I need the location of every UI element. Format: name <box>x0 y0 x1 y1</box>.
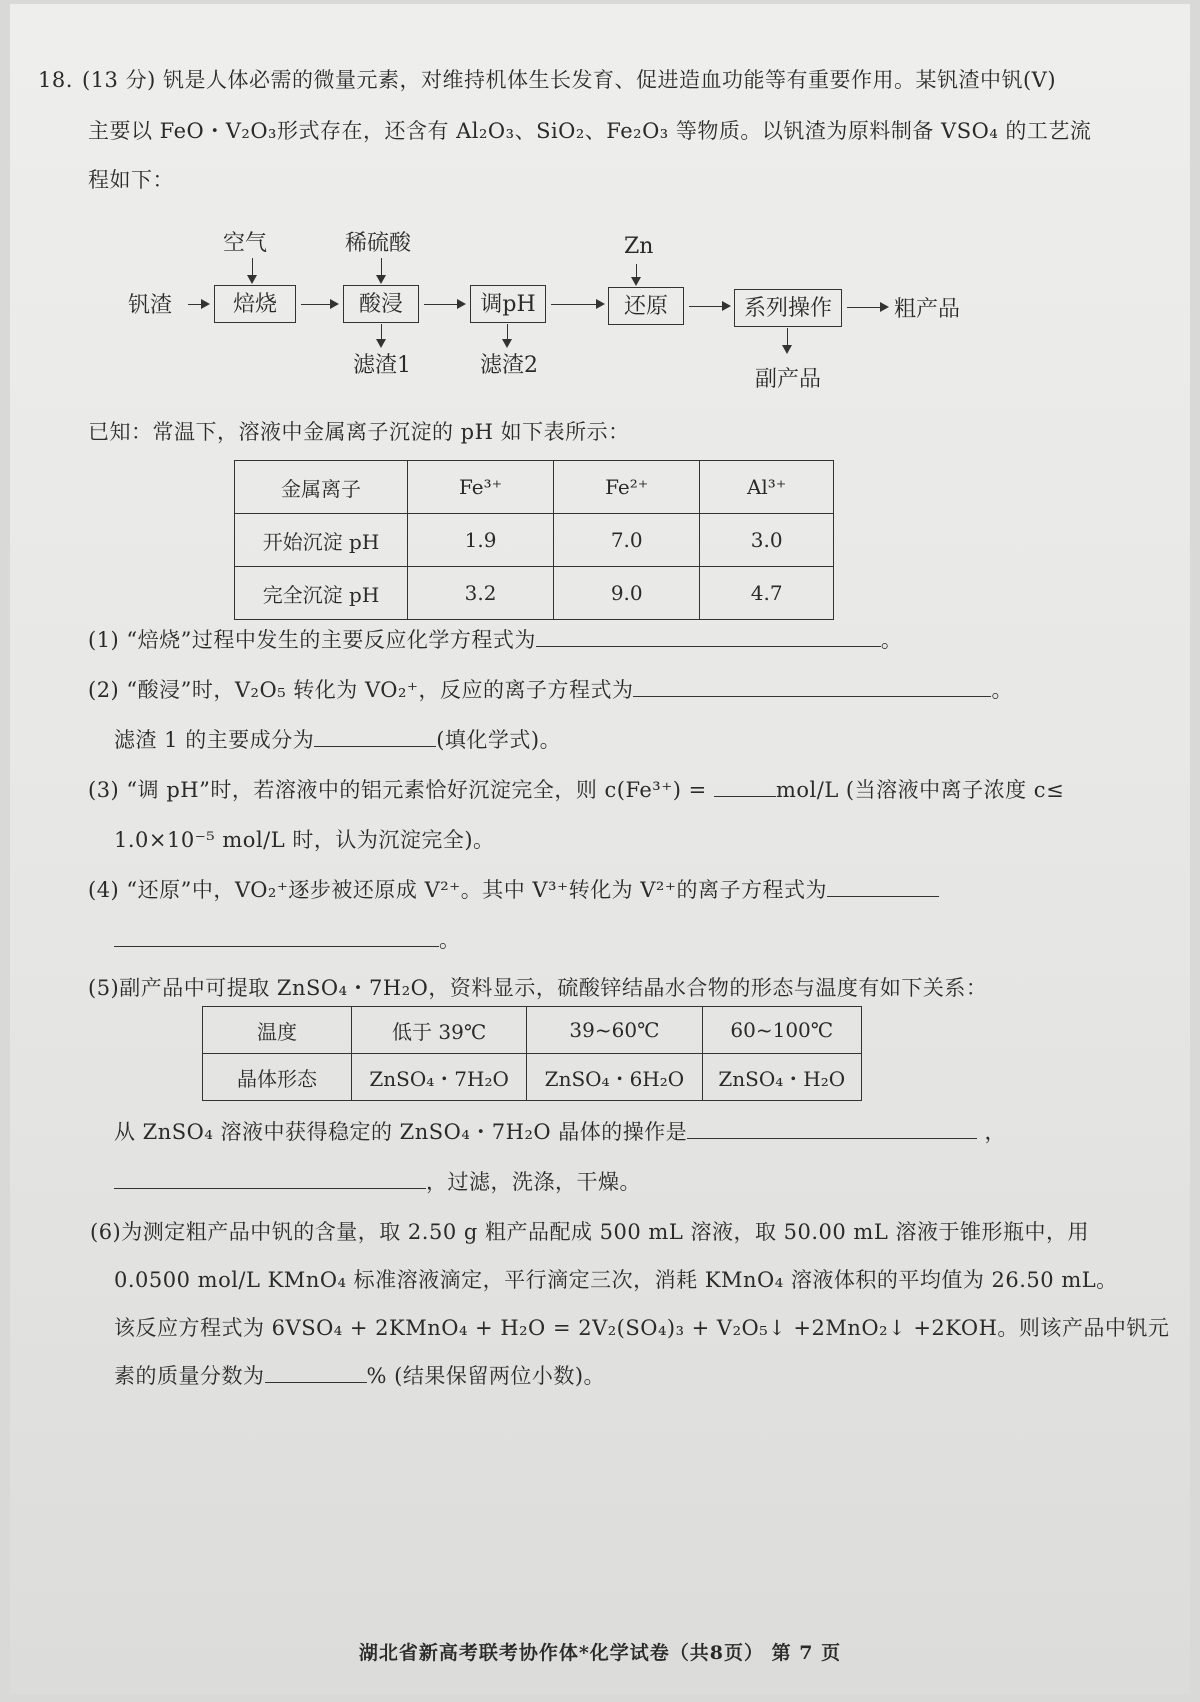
table-cell: ZnSO₄・H₂O <box>702 1054 861 1101</box>
table-cell: 完全沉淀 pH <box>235 567 408 620</box>
table-cell: 金属离子 <box>235 461 408 514</box>
table-cell: 温度 <box>203 1007 352 1054</box>
intro-line-1: (13 分) 钒是人体必需的微量元素，对维持机体生长发育、促进造血功能等有重要作用。某钒渣中钒(V) <box>82 68 1057 92</box>
question-6-line-3: 该反应方程式为 6VSO₄ + 2KMnO₄ + H₂O = 2V₂(SO₄)₃ + V₂O₅↓ +2MnO₂↓ +2KOH。则该产品中钒元 <box>114 1316 1170 1340</box>
table-cell: ZnSO₄・6H₂O <box>527 1054 702 1101</box>
table-header-row <box>203 1007 862 1054</box>
question-6-line-1: (6)为测定粗产品中钒的含量，取 2.50 g 粗产品配成 500 mL 溶液，取 50.00 mL 溶液于锥形瓶中，用 <box>90 1220 1089 1244</box>
flow-arrow <box>689 306 729 307</box>
flow-step-acid-leach: 酸浸 <box>343 285 419 323</box>
flow-step-series-ops: 系列操作 <box>734 289 842 327</box>
flow-start: 钒渣 <box>128 293 173 318</box>
answer-blank-5a[interactable] <box>687 1118 977 1139</box>
flow-arrow <box>252 258 253 282</box>
answer-blank-4a[interactable] <box>827 876 939 897</box>
table-cell: Fe³⁺ <box>408 461 554 514</box>
table-header-row <box>235 461 834 514</box>
table-cell: 3.2 <box>408 567 554 620</box>
flow-arrow <box>188 304 208 305</box>
flow-output-residue-1: 滤渣1 <box>353 353 411 378</box>
question-6-text: 素的质量分数为 <box>114 1364 265 1388</box>
table-cell: 9.0 <box>554 567 700 620</box>
question-3 <box>88 776 1064 804</box>
table-cell: ZnSO₄・7H₂O <box>352 1054 527 1101</box>
question-1: (1) “焙烧”过程中发生的主要反应化学方程式为 。 <box>88 628 903 652</box>
question-3-tail: mol/L (当溶液中离子浓度 c≤ <box>775 778 1065 802</box>
table-cell: 60~100℃ <box>702 1007 861 1054</box>
table-cell: 开始沉淀 pH <box>235 514 408 567</box>
question-6-line-4 <box>114 1362 605 1390</box>
flow-arrow <box>636 264 637 284</box>
flow-end: 粗产品 <box>894 297 961 322</box>
table-row <box>203 1054 862 1101</box>
table-cell: 晶体形态 <box>203 1054 352 1101</box>
precipitation-ph-table <box>234 460 834 620</box>
table-cell: 39~60℃ <box>527 1007 702 1054</box>
question-5c <box>114 1168 641 1196</box>
question-4 <box>88 876 939 904</box>
answer-blank-1[interactable] <box>536 626 881 647</box>
answer-blank-4b[interactable] <box>114 926 439 947</box>
flow-output-byproduct: 副产品 <box>755 367 822 392</box>
flow-arrow <box>381 258 382 282</box>
table-cell: Al³⁺ <box>700 461 834 514</box>
intro-line-2: 主要以 FeO・V₂O₃形式存在，还含有 Al₂O₃、SiO₂、Fe₂O₃ 等物质。以钒渣为原料制备 VSO₄ 的工艺流 <box>88 119 1092 143</box>
flow-input-zn: Zn <box>624 234 654 259</box>
question-6-tail: % (结果保留两位小数)。 <box>366 1364 606 1388</box>
table-row <box>235 567 834 620</box>
question-5b-text: 从 ZnSO₄ 溶液中获得稳定的 ZnSO₄・7H₂O 晶体的操作是 <box>114 1120 688 1144</box>
flow-step-reduce: 还原 <box>608 287 684 325</box>
flow-arrow <box>787 328 788 352</box>
answer-blank-2a[interactable] <box>633 676 991 697</box>
question-2b-text: 滤渣 1 的主要成分为 <box>114 728 315 752</box>
question-2-text: (2) “酸浸”时，V₂O₅ 转化为 VO₂⁺，反应的离子方程式为 <box>88 678 634 702</box>
intro-line-3: 程如下： <box>88 168 174 192</box>
question-3-line-2: 1.0×10⁻⁵ mol/L 时，认为沉淀完全)。 <box>114 828 495 852</box>
table-row <box>235 514 834 567</box>
answer-blank-2b[interactable] <box>314 726 436 747</box>
question-2b-tail: (填化学式)。 <box>436 728 562 752</box>
exam-page <box>10 4 1190 1694</box>
question-number: 18. <box>38 68 73 92</box>
table-cell: 1.9 <box>408 514 554 567</box>
table-cell: 低于 39℃ <box>352 1007 527 1054</box>
answer-blank-3[interactable] <box>714 776 776 797</box>
answer-blank-5b[interactable] <box>114 1168 426 1189</box>
flow-arrow <box>847 307 887 308</box>
question-1-text: (1) “焙烧”过程中发生的主要反应化学方程式为 <box>88 628 536 652</box>
flow-arrow <box>381 324 382 346</box>
flow-arrow <box>424 304 464 305</box>
crystal-form-table <box>202 1006 862 1101</box>
question-5c-tail: ，过滤，洗涤，干燥。 <box>426 1170 641 1194</box>
page-footer: 湖北省新高考联考协作体*化学试卷（共8页） 第 7 页 <box>358 1642 842 1664</box>
flow-input-acid: 稀硫酸 <box>345 231 412 256</box>
question-6-line-2: 0.0500 mol/L KMnO₄ 标准溶液滴定，平行滴定三次，消耗 KMnO₄ 溶液体积的平均值为 26.50 mL。 <box>114 1268 1118 1292</box>
flow-input-air: 空气 <box>223 231 268 256</box>
question-5: (5)副产品中可提取 ZnSO₄・7H₂O，资料显示，硫酸锌结晶水合物的形态与温度有如下关系： <box>88 976 988 1000</box>
question-5b: 从 ZnSO₄ 溶液中获得稳定的 ZnSO₄・7H₂O 晶体的操作是 ， <box>114 1120 1006 1144</box>
table-cell: 7.0 <box>554 514 700 567</box>
question-2b <box>114 726 561 754</box>
flow-arrow <box>301 304 337 305</box>
answer-blank-6[interactable] <box>265 1362 367 1383</box>
question-2: (2) “酸浸”时，V₂O₅ 转化为 VO₂⁺，反应的离子方程式为 。 <box>88 678 1013 702</box>
flow-step-adjust-ph: 调pH <box>470 285 546 323</box>
table-cell: 4.7 <box>700 567 834 620</box>
flow-arrow <box>507 324 508 346</box>
table-cell: Fe²⁺ <box>554 461 700 514</box>
flow-output-residue-2: 滤渣2 <box>480 353 538 378</box>
question-3-text: (3) “调 pH”时，若溶液中的铝元素恰好沉淀完全，则 c(Fe³⁺) = <box>88 778 707 802</box>
table-cell: 3.0 <box>700 514 834 567</box>
flow-arrow <box>551 304 603 305</box>
flow-step-roast: 焙烧 <box>214 285 296 323</box>
known-conditions: 已知：常温下，溶液中金属离子沉淀的 pH 如下表所示： <box>88 420 630 444</box>
question-4-line-2: 。 <box>114 926 461 954</box>
question-4-text: (4) “还原”中，VO₂⁺逐步被还原成 V²⁺。其中 V³⁺转化为 V²⁺的离子方程式为 <box>88 878 827 902</box>
